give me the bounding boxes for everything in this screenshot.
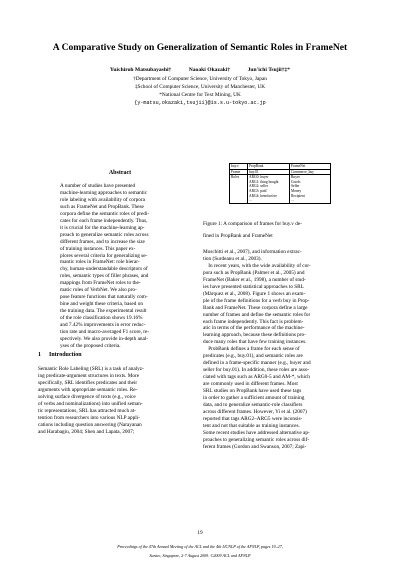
body-line: Moschitti et al., 2007), and information extrac- [203, 249, 302, 255]
section-number: 1 [38, 352, 41, 358]
body-line: FrameNet (Baker et al., 1998), a number of stud- [203, 276, 306, 283]
body-line: duce many roles that have few training instances. [203, 339, 307, 346]
body-line: reported that tags ARG2–ARG5 were inconsis- [203, 415, 303, 422]
paper-title: A Comparative Study on Generalization of Semantic Roles in FrameNet [52, 42, 348, 53]
section-title: Introduction [49, 352, 82, 358]
intro-line: and Harabagiu, 2004; Shen and Lapata, 2007; [38, 428, 135, 435]
author-name: Yuichiroh Matsubayashi† [109, 67, 172, 73]
author-emails: {y-matsu,okazaki,tsujii}@is.s.u-tokyo.ac.jp [134, 100, 266, 106]
abstract-line: matic roles of VerbNet. We also pro- [60, 287, 137, 294]
abstract-line: mappings from FrameNet roles to the- [60, 280, 141, 287]
introduction-text [38, 366, 200, 436]
affiliation: †Department of Computer Science, University of Tokyo, Japan [133, 76, 267, 82]
abstract-line: mantic roles in FrameNet: role hierar- [60, 259, 140, 266]
body-line: are commonly used in different frames. Most [203, 381, 298, 388]
abstract-line: tion rate and macro-averaged F1 score, re- [60, 329, 150, 336]
footer-line: Suntec, Singapore, 2-7 August 2009. ©2009 ACL and AFNLP [149, 553, 251, 559]
body-line: atic in terms of the performance of the machine- [203, 325, 305, 332]
body-line: ciated with tags such as ARG0-5 and AM-*, which [203, 374, 310, 381]
figure-cell: ARG0: buyer ARG1: thing bought ARG2: seller ARG3: paid ARG4: benefactive ... [248, 175, 290, 203]
body-line: number of frames and define the semantic roles for [203, 311, 311, 318]
intro-line: of verbs and nominalizations) into unified seman- [38, 400, 143, 407]
page-number: 19 [197, 530, 203, 536]
body-line: each frame independently. This fact is problem- [203, 318, 304, 325]
body-line: In recent years, with the wide availability of cor- [203, 262, 311, 269]
abstract-line: of training instances. This paper ex- [60, 245, 136, 252]
body-line: ferent frames (Gordon and Swanson, 2007; Zapi- [203, 443, 307, 450]
body-line: in order to gather a sufficient amount of training [203, 395, 305, 402]
intro-line: arguments with appropriate semantic roles. Re- [38, 386, 138, 393]
caption-line: Figure 1: A comparison of frames for buy.v de- [203, 221, 302, 228]
abstract-line: proach to generalize semantic roles across [60, 231, 149, 238]
figure-cell: Roles [230, 175, 248, 203]
intro-line: ing predicate-argument structures in texts. More [38, 372, 140, 379]
abstract-line: yses of the proposed criteria. [60, 342, 121, 349]
abstract-line: of the role classification shows 19.16% [60, 315, 143, 322]
section-heading [38, 352, 90, 358]
body-line: (Màrquez et al., 2008). Figure 1 shows an exam- [203, 290, 306, 297]
caption-line: fined in PropBank and FrameNet [203, 233, 273, 240]
figure-table [229, 163, 331, 204]
figure-cell: Buyer Goods Seller Money Recipient ... [291, 175, 305, 203]
abstract-line: roles, semantic types of filler phrases, and [60, 273, 149, 280]
abstract-text [60, 183, 180, 350]
figure-cell: PropBank [248, 164, 290, 169]
figure-cell: Frame [230, 170, 248, 175]
figure-cell: buy.v [230, 164, 248, 169]
figure-cell: Commerce_buy [291, 169, 314, 174]
abstract-line: role labeling with availability of corpora [60, 196, 145, 203]
figure-row [230, 175, 330, 203]
affiliation: ‡School of Computer Science, University of Manchester, UK [134, 84, 266, 90]
body-line: seller for buy.01). In addition, these roles are asso- [203, 367, 310, 374]
intro-line: solving surface divergence of texts (e.g., voice [38, 393, 136, 400]
body-line: ple of the frame definitions for a verb buy in Prop- [203, 297, 310, 304]
figure-cell: FrameNet [291, 164, 306, 168]
abstract-line: A number of studies have presented [60, 183, 136, 189]
body-line: predicates (e.g., buy.01), and semantic roles are [203, 353, 303, 360]
abstract-line: corpora define the semantic roles of predi- [60, 210, 150, 217]
abstract-line: plores several criteria for generalizing se- [60, 252, 148, 259]
body-line: tent and not that suitable as training instances. [203, 422, 300, 429]
intro-line: Semantic Role Labeling (SRL) is a task of analyz- [38, 366, 144, 372]
body-line: Some recent studies have addressed alternative ap- [203, 429, 310, 436]
body-line: learning approach, because these definitions pro- [203, 332, 306, 339]
author-list [0, 67, 400, 73]
body-line: pora such as PropBank (Palmer et al., 2005) and [203, 269, 305, 276]
abstract-line: different frames, and to increase the size [60, 238, 145, 245]
abstract-line: such as FrameNet and PropBank. These [60, 203, 144, 210]
intro-line: cations including question answering (Narayanan [38, 421, 142, 428]
intro-line: specifically, SRL identifies predicates and their [38, 379, 138, 386]
body-line: across different frames. However, Yi et al. (2007) [203, 408, 307, 415]
author-name: Jun'ichi Tsujii†‡* [247, 67, 291, 73]
proceedings-footer [0, 540, 400, 562]
body-line: SRL studies on PropBank have used these tags [203, 388, 302, 395]
body-line: proaches to generalizing semantic roles across dif- [203, 436, 310, 443]
figure-caption [203, 216, 363, 246]
abstract-line: the training data. The experimental result [60, 308, 147, 315]
abstract-line: spectively. We also provide in-depth anal- [60, 335, 149, 342]
intro-line: tic representations, SRL has attracted much at- [38, 407, 136, 414]
abstract-line: chy, human-understandable descriptors of [60, 266, 148, 273]
body-line: Bank and FrameNet. These corpora define a large [203, 304, 308, 311]
abstract-line: and 7.42% improvements in error reduc- [60, 322, 146, 329]
intro-line: tention from researchers into various NLP appli- [38, 414, 140, 421]
abstract-line: cates for each frame independently. Thus, [60, 217, 148, 224]
body-line: defined in a frame-specific manner (e.g., buyer and [203, 360, 311, 367]
abstract-line: pose feature functions that naturally com- [60, 294, 148, 301]
body-line: data, and to generalize semantic-role classifiers [203, 401, 303, 408]
body-line: ies have presented statistical approaches to SRL [203, 283, 304, 290]
author-name: Naoaki Okazaki† [188, 67, 231, 73]
abstract-line: machine-learning approaches to semantic [60, 189, 148, 196]
body-line: ProbBank defines a frame for each sense of [203, 346, 300, 353]
footer-line: Proceedings of the 47th Annual Meeting of the ACL and the 4th IJCNLP of the AFNLP, pages 19–27, [117, 544, 283, 550]
affiliation: *National Centre for Text Mining, UK [159, 92, 241, 98]
body-line: tion (Surdeanu et al., 2003). [203, 255, 262, 262]
right-column-text [203, 249, 365, 451]
abstract-line: bine and weight these criteria, based on [60, 301, 143, 308]
figure-cell: buy.01 [248, 170, 290, 175]
abstract-heading: Abstract [108, 170, 132, 176]
abstract-line: it is crucial for the machine-learning ap- [60, 224, 145, 231]
